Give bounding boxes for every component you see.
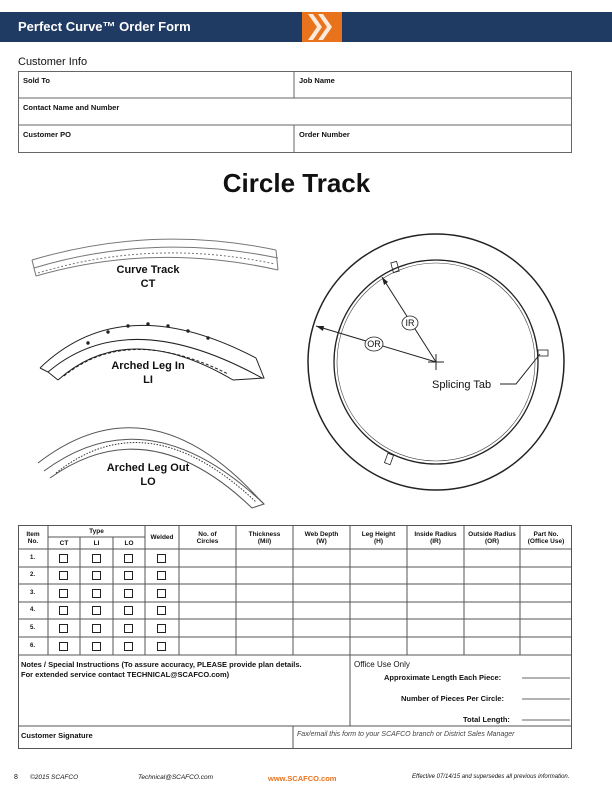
checkbox-li[interactable] [92, 571, 101, 580]
checkbox-ct[interactable] [59, 642, 68, 651]
type-ct-header: CT [59, 540, 69, 547]
notes-line-1: Notes / Special Instructions (To assure accuracy, PLEASE provide plan details. [21, 660, 302, 669]
checkbox-lo[interactable] [124, 554, 133, 563]
total-length-label: Total Length: [463, 715, 510, 724]
checkbox-ct[interactable] [59, 624, 68, 633]
checkbox-li[interactable] [92, 606, 101, 615]
row-number: 6. [30, 643, 36, 649]
checkbox-ct[interactable] [59, 606, 68, 615]
checkbox-ct[interactable] [59, 589, 68, 598]
checkbox-welded[interactable] [157, 571, 166, 580]
order-items-table [18, 525, 572, 749]
row-number: 2. [30, 572, 36, 578]
customer-signature-label[interactable]: Customer Signature [21, 731, 93, 740]
no-circles-header: No. of Circles [196, 531, 219, 545]
fax-note: Fax/email this form to your SCAFCO branch or District Sales Manager [297, 731, 515, 738]
checkbox-lo[interactable] [124, 606, 133, 615]
customer-table-lines [18, 71, 572, 153]
arched-leg-in-label: Arched Leg In LI [111, 360, 185, 386]
item-no-header: Item No. [26, 531, 40, 545]
chevron-logo-icon [302, 12, 342, 42]
curve-track-label: Curve Track CT [116, 264, 180, 290]
page-number: 8 [14, 774, 18, 781]
arched-leg-out-label: Arched Leg Out LO [106, 462, 190, 488]
checkbox-li[interactable] [92, 589, 101, 598]
leg-height-header: Leg Height (H) [361, 531, 396, 545]
office-use-title: Office Use Only [354, 660, 410, 669]
part-no-header: Part No. (Office Use) [527, 531, 565, 545]
welded-header: Welded [150, 534, 174, 541]
checkbox-lo[interactable] [124, 571, 133, 580]
ir-label: IR [405, 318, 415, 328]
checkbox-welded[interactable] [157, 554, 166, 563]
checkbox-lo[interactable] [124, 589, 133, 598]
checkbox-lo[interactable] [124, 624, 133, 633]
checkbox-welded[interactable] [157, 642, 166, 651]
pieces-per-circle-label: Number of Pieces Per Circle: [401, 694, 504, 703]
type-li-header: LI [93, 540, 100, 547]
customer-info-table [18, 71, 572, 153]
sold-to-field[interactable]: Sold To [23, 76, 50, 85]
job-name-field[interactable]: Job Name [299, 76, 335, 85]
checkbox-welded[interactable] [157, 624, 166, 633]
checkbox-ct[interactable] [59, 554, 68, 563]
footer-email-link[interactable]: Technical@SCAFCO.com [138, 774, 213, 781]
customer-info-title: Customer Info [18, 56, 88, 68]
splicing-tab-label: Splicing Tab [432, 379, 492, 391]
checkbox-li[interactable] [92, 624, 101, 633]
type-header: Type [89, 528, 104, 535]
inside-radius-header: Inside Radius (IR) [414, 531, 457, 545]
checkbox-lo[interactable] [124, 642, 133, 651]
customer-po-field[interactable]: Customer PO [23, 130, 71, 139]
circle-track-diagram [304, 232, 584, 502]
copyright: ©2015 SCAFCO [30, 774, 79, 781]
row-number: 5. [30, 625, 36, 631]
web-depth-header: Web Depth (W) [304, 531, 339, 545]
checkbox-welded[interactable] [157, 589, 166, 598]
type-lo-header: LO [124, 540, 134, 547]
checkbox-welded[interactable] [157, 606, 166, 615]
page-title: Circle Track [222, 168, 371, 198]
or-label: OR [367, 339, 381, 349]
thickness-header: Thickness (Mil) [248, 531, 281, 545]
row-number: 4. [30, 607, 36, 613]
checkbox-ct[interactable] [59, 571, 68, 580]
page-header-title: Perfect Curve™ Order Form [18, 19, 191, 34]
order-number-field[interactable]: Order Number [299, 130, 350, 139]
notes-line-2: For extended service contact TECHNICAL@SCAFCO.com) [21, 670, 230, 679]
approx-length-label: Approximate Length Each Piece: [384, 673, 502, 682]
footer-website-link[interactable]: www.SCAFCO.com [268, 774, 337, 783]
effective-date: Effective 07/14/15 and supersedes all previous information. [412, 774, 570, 780]
checkbox-li[interactable] [92, 642, 101, 651]
contact-field[interactable]: Contact Name and Number [23, 103, 120, 112]
row-number: 3. [30, 590, 36, 596]
row-number: 1. [30, 555, 36, 561]
checkbox-li[interactable] [92, 554, 101, 563]
outside-radius-header: Outside Radius (OR) [468, 531, 516, 545]
